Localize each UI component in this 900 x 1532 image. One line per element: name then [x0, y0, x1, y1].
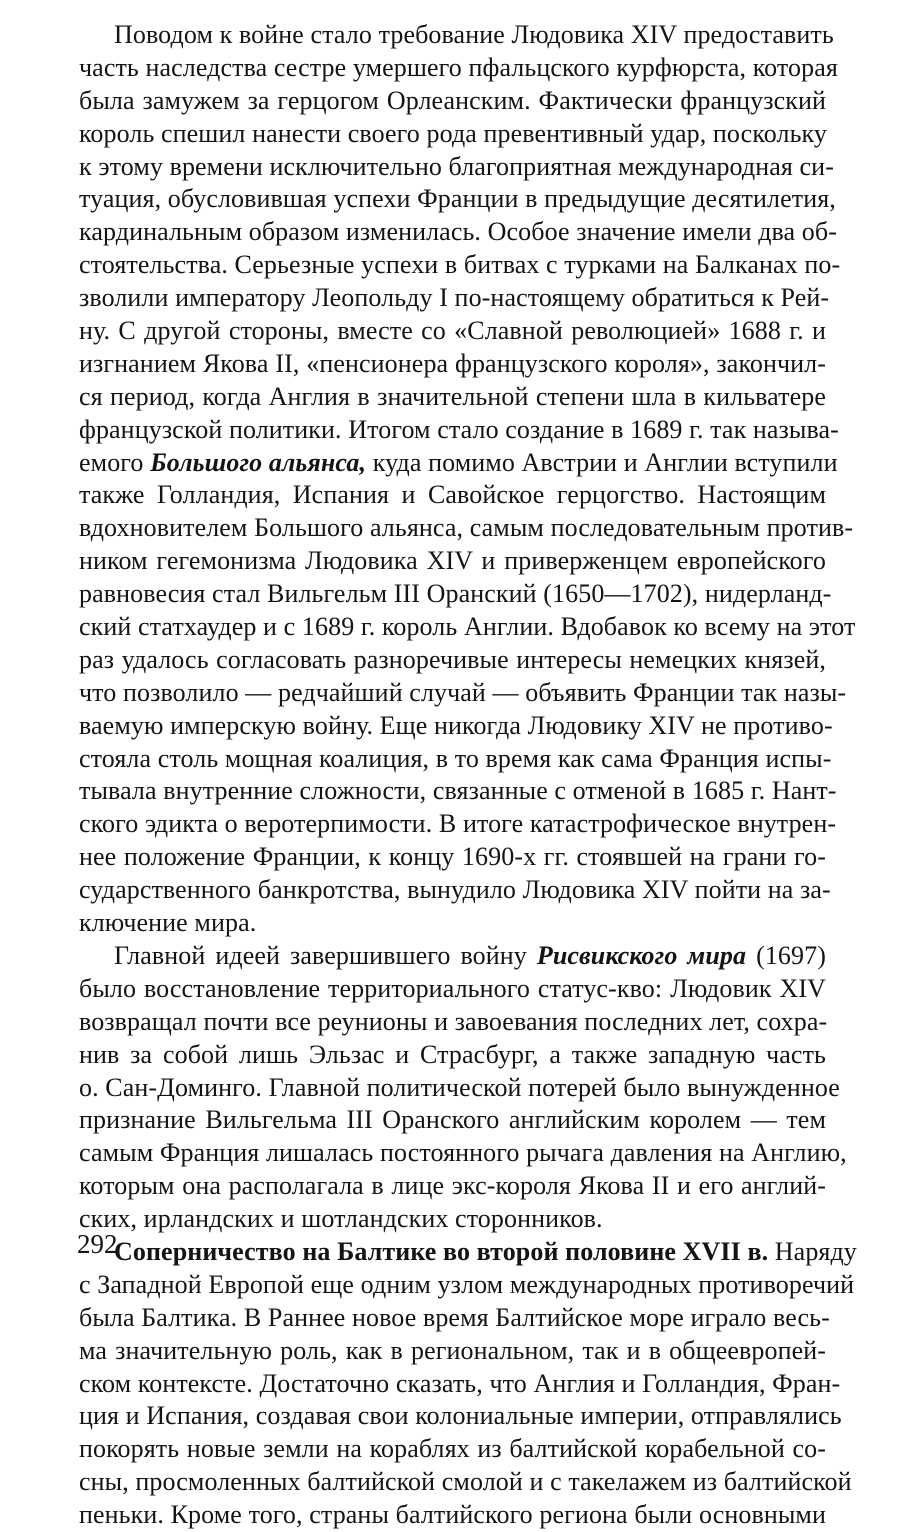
- text-line: была Балтика. В Раннее новое время Балтийское море играло весь-: [79, 1302, 830, 1332]
- text-line: туация, обусловившая успехи Франции в предыдущие десятилетия,: [79, 184, 836, 214]
- text-line: с Западной Европой еще одним узлом международных противоречий: [79, 1269, 855, 1299]
- text-line: возвращал почти все реунионы и завоевания последних лет, сохра-: [79, 1006, 828, 1036]
- page-number: 292: [77, 1229, 118, 1259]
- text-line: что позволило — редчайший случай — объявить Франции так назы-: [79, 677, 847, 707]
- text-line: часть наследства сестре умершего пфальцского курфюрста, которая: [79, 52, 838, 82]
- text-line: кардинальным образом изменилась. Особое значение имели два об-: [79, 217, 837, 247]
- text-line: нее положение Франции, к концу 1690-х гг. стоявшей на грани го-: [79, 842, 826, 872]
- text-line: ником гегемонизма Людовика XIV и приверженцем европейского: [79, 546, 826, 576]
- text-line: ключение мира.: [79, 908, 257, 938]
- text-line: о. Сан-Доминго. Главной политической потерей было вынужденное: [79, 1072, 840, 1102]
- text-line: ских, ирландских и шотландских сторонников.: [79, 1204, 603, 1234]
- text-line: нив за собой лишь Эльзас и Страсбург, а также западную часть: [79, 1039, 826, 1069]
- text-line: [79, 1236, 857, 1269]
- emphasis-term: Рисвикского мира: [536, 940, 747, 970]
- text-line: [79, 940, 826, 973]
- text-segment: Наряду: [768, 1236, 857, 1266]
- text-line: ма значительную роль, как в региональном, так и в общеевропей-: [79, 1335, 826, 1365]
- text-line: сударственного банкротства, вынудило Людовика XIV пойти на за-: [79, 875, 831, 905]
- text-line: также Голландия, Испания и Савойское герцогство. Настоящим: [79, 480, 826, 510]
- text-line: сны, просмоленных балтийской смолой и с такелажем из балтийской: [79, 1467, 852, 1497]
- text-line: король спешил нанести своего рода превентивный удар, поскольку: [79, 118, 827, 148]
- text-segment: куда помимо Австрии и Англии вступили: [366, 447, 838, 477]
- text-line: Поводом к войне стало требование Людовика XIV предоставить: [114, 20, 834, 49]
- text-line: равновесия стал Вильгельм III Оранский (1650—1702), нидерланд-: [79, 579, 832, 609]
- text-line: ваемую имперскую войну. Еще никогда Людовику XIV не противо-: [79, 710, 833, 740]
- text-line: [79, 447, 838, 480]
- text-line: ция и Испания, создавая свои колониальные империи, отправлялись: [79, 1401, 842, 1431]
- text-line: к этому времени исключительно благоприятная международная си-: [79, 151, 834, 181]
- text-line: ском контексте. Достаточно сказать, что Англия и Голландия, Фран-: [79, 1368, 841, 1398]
- text-line: изгнанием Якова II, «пенсионера французского короля», закончил-: [79, 348, 826, 378]
- text-line: вдохновителем Большого альянса, самым последовательным против-: [79, 513, 854, 543]
- text-line: раз удалось согласовать разноречивые интересы немецких князей,: [79, 644, 826, 674]
- section-heading: Соперничество на Балтике во второй половине XVII в.: [114, 1236, 769, 1266]
- emphasis-term: Большого альянса,: [150, 447, 367, 477]
- text-line: которым она располагала в лице экс-короля Якова II и его англий-: [79, 1171, 826, 1201]
- text-line: была замужем за герцогом Орлеанским. Фактически французский: [79, 85, 826, 115]
- text-line: признание Вильгельма III Оранского английским королем — тем: [79, 1105, 826, 1135]
- text-line: французской политики. Итогом стало создание в 1689 г. так называ-: [79, 414, 839, 444]
- text-line: тывала внутренние сложности, связанные с отменой в 1685 г. Нант-: [79, 776, 837, 806]
- text-line: ского эдикта о веротерпимости. В итоге катастрофическое внутрен-: [79, 809, 837, 839]
- text-line: ну. С другой стороны, вместе со «Славной революцией» 1688 г. и: [79, 316, 826, 346]
- text-line: ский статхаудер и с 1689 г. король Англии. Вдобавок ко всему на этот: [79, 612, 856, 642]
- text-line: самым Франция лишалась постоянного рычага давления на Англию,: [79, 1138, 847, 1168]
- text-line: стоятельства. Серьезные успехи в битвах с турками на Балканах по-: [79, 250, 841, 280]
- paragraph-2: [79, 940, 847, 1236]
- text-line: пеньки. Кроме того, страны балтийского региона были основными: [79, 1500, 826, 1530]
- text-line: зволили императору Леопольду I по-настоящему обратиться к Рей-: [79, 283, 830, 313]
- paragraph-3: [79, 1236, 857, 1532]
- text-segment: Главной идеей завершившего войну: [114, 940, 537, 970]
- text-line: стояла столь мощная коалиция, в то время как сама Франция испы-: [79, 743, 832, 773]
- text-line: покорять новые земли на кораблях из балтийской корабельной со-: [79, 1434, 826, 1464]
- body-text: [79, 19, 857, 1532]
- text-segment: (1697): [746, 940, 826, 970]
- text-line: ся период, когда Англия в значительной степени шла в кильватере: [79, 381, 826, 411]
- text-segment: емого: [79, 447, 151, 477]
- paragraph-1: [79, 19, 856, 940]
- text-line: было восстановление территориального статус-кво: Людовик XIV: [79, 973, 826, 1003]
